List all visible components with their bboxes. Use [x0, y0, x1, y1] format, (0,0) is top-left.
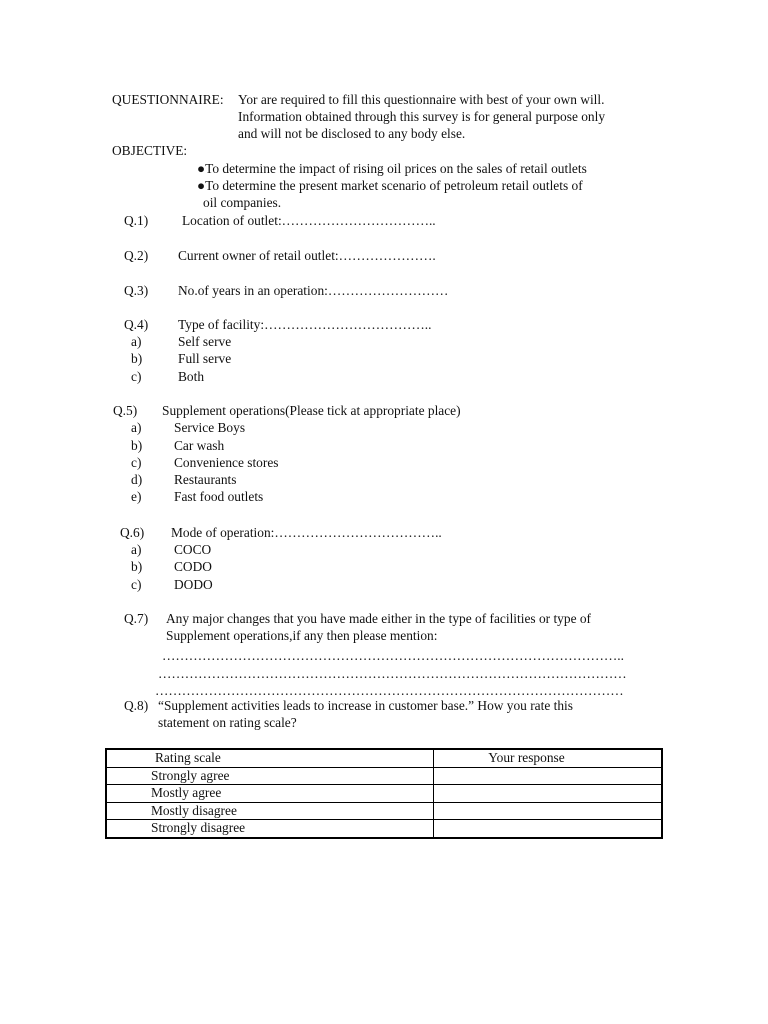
q5-number: Q.5): [113, 403, 138, 418]
q6-option-dodo[interactable]: DODO: [174, 577, 213, 592]
q4-option-letter: c): [131, 369, 142, 384]
q5-option-car-wash[interactable]: Car wash: [174, 438, 225, 453]
q4-option-letter: b): [131, 351, 143, 366]
q5-option-fast-food-outlets[interactable]: Fast food outlets: [174, 489, 264, 504]
q6-option-coco[interactable]: COCO: [174, 542, 212, 557]
q6-number: Q.6): [120, 525, 145, 540]
rating-scale-header: Rating scale: [106, 749, 434, 767]
q7-question-line-2: Supplement operations,if any then please mention:: [166, 628, 438, 643]
response-cell-strongly-agree[interactable]: [434, 767, 663, 785]
objective-label: OBJECTIVE:: [112, 143, 188, 158]
response-cell-mostly-disagree[interactable]: [434, 802, 663, 820]
q6-option-codo[interactable]: CODO: [174, 559, 212, 574]
q7-answer-line-3[interactable]: ……………………………………………………………………………………………: [155, 683, 624, 698]
questionnaire-label: QUESTIONNAIRE:: [112, 92, 224, 107]
q8-number: Q.8): [124, 698, 149, 713]
q5-option-letter: d): [131, 472, 143, 487]
q5-option-restaurants[interactable]: Restaurants: [174, 472, 237, 487]
q7-question-line-1: Any major changes that you have made either in the type of facilities or type of: [166, 611, 592, 626]
q4-option-self-serve[interactable]: Self serve: [178, 334, 232, 349]
q5-question: Supplement operations(Please tick at appropriate place): [162, 403, 461, 418]
objective-bullet-1: ●To determine the impact of rising oil prices on the sales of retail outlets: [197, 161, 587, 176]
q8-question-line-1: “Supplement activities leads to increase in customer base.” How you rate this: [158, 698, 573, 713]
q2-number: Q.2): [124, 248, 149, 263]
rating-strongly-disagree: Strongly disagree: [106, 820, 434, 838]
q4-option-full-serve[interactable]: Full serve: [178, 351, 232, 366]
q3-number: Q.3): [124, 283, 149, 298]
q6-option-letter: b): [131, 559, 143, 574]
q5-option-letter: b): [131, 438, 143, 453]
q4-facility-field[interactable]: Type of facility:………………………………..: [178, 317, 432, 332]
q4-number: Q.4): [124, 317, 149, 332]
instructions-line-1: Yor are required to fill this questionnaire with best of your own will.: [238, 92, 605, 107]
rating-mostly-disagree: Mostly disagree: [106, 802, 434, 820]
q4-option-letter: a): [131, 334, 142, 349]
q5-option-letter: e): [131, 489, 142, 504]
q7-answer-line-1[interactable]: …………………………………………………………………………………………..: [162, 648, 624, 663]
response-cell-strongly-disagree[interactable]: [434, 820, 663, 838]
rating-strongly-agree: Strongly agree: [106, 767, 434, 785]
response-cell-mostly-agree[interactable]: [434, 785, 663, 803]
q1-number: Q.1): [124, 213, 149, 228]
rating-table: [105, 748, 663, 839]
q4-option-both[interactable]: Both: [178, 369, 205, 384]
table-row: [106, 785, 662, 803]
table-row: [106, 767, 662, 785]
instructions-line-3: and will not be disclosed to any body else.: [238, 126, 466, 141]
q6-option-letter: a): [131, 542, 142, 557]
rating-mostly-agree: Mostly agree: [106, 785, 434, 803]
q5-option-letter: a): [131, 420, 142, 435]
objective-bullet-2-cont: oil companies.: [203, 195, 282, 210]
q6-mode-field[interactable]: Mode of operation:………………………………..: [171, 525, 442, 540]
instructions-line-2: Information obtained through this survey is for general purpose only: [238, 109, 606, 124]
table-row: [106, 820, 662, 838]
q5-option-convenience-stores[interactable]: Convenience stores: [174, 455, 279, 470]
q6-option-letter: c): [131, 577, 142, 592]
q3-years-field[interactable]: No.of years in an operation:………………………: [178, 283, 449, 298]
q5-option-service-boys[interactable]: Service Boys: [174, 420, 246, 435]
q2-owner-field[interactable]: Current owner of retail outlet:………………….: [178, 248, 436, 263]
table-row: [106, 802, 662, 820]
q8-question-line-2: statement on rating scale?: [158, 715, 297, 730]
q5-option-letter: c): [131, 455, 142, 470]
your-response-header: Your response: [434, 749, 663, 767]
q7-answer-line-2[interactable]: ……………………………………………………………………………………………: [158, 666, 627, 681]
rating-table-header-row: [106, 749, 662, 767]
q1-location-field[interactable]: Location of outlet:……………………………..: [182, 213, 436, 228]
objective-bullet-2: ●To determine the present market scenario of petroleum retail outlets of: [197, 178, 583, 193]
q7-number: Q.7): [124, 611, 149, 626]
